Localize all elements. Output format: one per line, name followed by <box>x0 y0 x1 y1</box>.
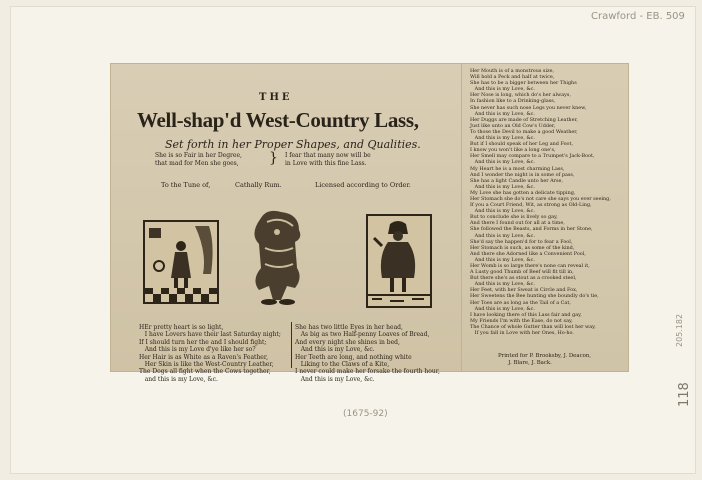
ballad-sheet-right <box>462 64 628 371</box>
verse-1: HEr pretty heart is so light, I have Lovers have their last Saturday night; If I should turn her the and I should fight; And this is my Love d'ye like her so? Her Hair is as White as a Raven's Feather, Her Skin is like the West-Country Leather, The Dogs all fight when the Cows together, and this is my Love, &c. <box>139 324 281 383</box>
bottom-mark: (1675-92) <box>343 409 388 419</box>
bracket-glyph: } <box>269 150 278 166</box>
license-line: Licensed according to Order. <box>315 181 411 189</box>
woodcut-gentleman-figure <box>145 222 217 302</box>
woodcut-cloaked-man <box>366 214 432 308</box>
ballad-description-left: She is so Fair in her Degree, that mad for Men she goes, <box>155 152 242 167</box>
woodcut-gentleman <box>143 220 219 304</box>
side-mark-small: 205.182 <box>675 313 684 347</box>
ballad-sheet-left <box>111 64 462 383</box>
woodcut-cloaked-man-figure <box>368 216 430 306</box>
column-rule <box>291 322 292 368</box>
ballad-the: THE <box>259 92 293 103</box>
tune-name: Cathally Rum. <box>235 181 282 189</box>
woodcut-lass <box>247 208 311 306</box>
right-column-verses: Her Mouth is of a monstrous size, Will hold a Peck and half at twice, She has to be a bigger between her Thighs And this is my Love, &c. Her Nose is long, which do's her always, In fashion like to a Drinking-glass, She never has such nose Legs you never knew, And this is my Love, &c. Her Duggs are made of Stretching Leather, Just like unto an Old Cow's Udder, To those the Devil to make a good Weather, And this is my Love, &c. But if I should speak of her Leg and Foot, I know you won't like a long one's, Her Smell may compare to a Trumpet's Jack-Boot, And this is my Love, &c. My Heart he is a most charming Lass, And I wonder the night is in some of pass, She has a light Candle unto her Arse, And this is my Love, &c. My Love she has gotten a delicate tipping, Her Stomach she do's not care she says you ever seeing, If you a Court Friend, Wit, as strong as Old-Ling, And this is my Love, &c. But to conclude she is lively so gay, And there I found out for all at a time, She followed the Beasts, and Forms in her Stone, And this is my Love, &c. She'd say the happen'd for to fear a Fool, Her Stomach is such, as some of the kind, And there she Adorned like a Convenient Pool, And this is my Love, &c. Her Womb is so large there's none can reveal it, A Lusty good Thumb of Beef will fit till in, But there she's as stout as a crooked steel, And this is my Love, &c. Her Feet, with her Sweat is Circle and Fox, Her Sweetens the Bee hunting she boundly do's tie, Her Toes are as long as the Tail of a Cat, And this is my Love, &c. I have looking there of this Lass fair and gay, My Friends I'm with the Ease, do not say, The Chance of whole Gutter than will lost her way, If you fall in Love with her Ones, Ho-ho. <box>470 68 611 337</box>
ballad-description-right: I fear that many now will be in Love with this fine Lass. <box>285 152 371 167</box>
ballad-title: Well-shap'd West-Country Lass, <box>137 108 419 132</box>
catalogue-mark: Crawford - EB. 509 <box>591 11 685 22</box>
printer-imprint: Printed for P. Brooksby, J. Deacon, J. Blare, J. Back. <box>498 353 592 366</box>
woodcut-lass-figure <box>247 208 311 306</box>
side-mark: 118 <box>677 382 692 407</box>
verse-2: She has two little Eyes in her head, As big as two Half-penny Loaves of Bread, And every night she shines in bed, And this is my Love, &c. Her Teeth are long, and nothing white Liking to the Claws of a Kite, I never could make her forsake the fourth hour, And this is my Love, &c. <box>295 324 440 383</box>
tune-label: To the Tune of, <box>161 181 211 189</box>
ballad-subtitle: Set forth in her Proper Shapes, and Qualities. <box>165 138 421 151</box>
